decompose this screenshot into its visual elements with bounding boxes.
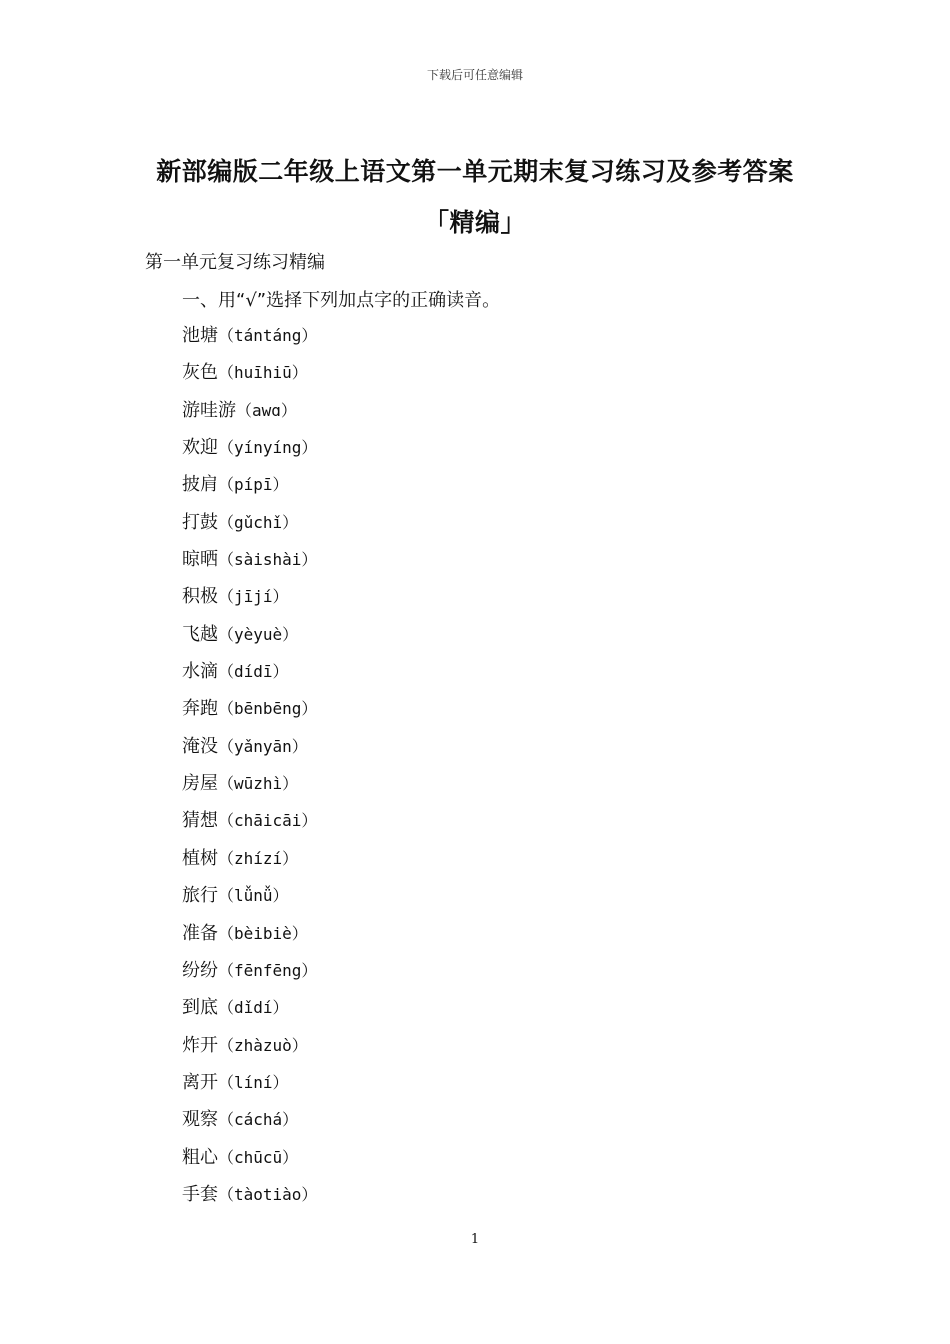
word-term: 猜想: [182, 810, 218, 832]
list-item: [182, 360, 317, 397]
word-term: 观察: [182, 1109, 218, 1131]
list-item: [182, 510, 317, 547]
list-item: [182, 995, 317, 1032]
word-term: 房屋: [182, 773, 218, 795]
exercise-instruction: 一、用“√”选择下列加点字的正确读音。: [182, 290, 501, 311]
list-item: [182, 659, 317, 696]
word-term: 到底: [182, 997, 218, 1019]
list-item: [182, 883, 317, 920]
pinyin-options: （bēnbēng）: [218, 699, 318, 719]
word-term: 纷纷: [182, 959, 218, 981]
pinyin-options: （lǚnǚ）: [218, 886, 289, 906]
document-title-suffix: 「精编」: [423, 208, 526, 237]
word-term: 粗心: [182, 1146, 218, 1168]
pinyin-options: （jījí）: [218, 587, 289, 607]
word-term: 手套: [182, 1183, 218, 1205]
list-item: [182, 435, 317, 472]
list-item: [182, 958, 317, 995]
pinyin-options: （dídī）: [218, 662, 289, 682]
word-term: 旅行: [182, 885, 218, 907]
list-item: [182, 1070, 317, 1107]
list-item: [182, 622, 317, 659]
pinyin-options: （líní）: [218, 1072, 289, 1092]
list-item: [182, 547, 317, 584]
word-term: 晾晒: [182, 549, 218, 571]
pinyin-options: （awɑ）: [236, 400, 297, 420]
pinyin-options: （wūzhì）: [218, 774, 299, 794]
document-title: 新部编版二年级上语文第一单元期末复习练习及参考答案: [156, 157, 794, 186]
word-term: 积极: [182, 586, 218, 608]
pinyin-options: （bèibiè）: [218, 923, 308, 943]
page-number: 1: [470, 1232, 480, 1247]
word-term: 淹没: [182, 735, 218, 757]
pinyin-options: （chūcū）: [218, 1147, 299, 1167]
word-term: 打鼓: [182, 511, 218, 533]
word-term: 池塘: [182, 325, 218, 346]
list-item: [182, 1033, 317, 1070]
pinyin-options: （tántáng）: [218, 326, 318, 345]
list-item: [182, 846, 317, 883]
list-item: [182, 1145, 317, 1182]
pinyin-options: （yínyíng）: [218, 438, 318, 458]
word-term: 奔跑: [182, 698, 218, 720]
word-term: 炸开: [182, 1034, 218, 1056]
pinyin-options: （tàotiào）: [218, 1184, 318, 1204]
word-term: 欢迎: [182, 437, 218, 459]
word-term: 离开: [182, 1071, 218, 1093]
pinyin-options: （huīhiū）: [218, 363, 308, 383]
pinyin-options: （pípī）: [218, 475, 289, 495]
list-item: [182, 771, 317, 808]
word-term: 披肩: [182, 474, 218, 496]
pinyin-options: （yǎnyān）: [218, 736, 308, 756]
pinyin-options: （cáchá）: [218, 1110, 299, 1130]
list-item: [182, 921, 317, 958]
word-list: [182, 323, 317, 1219]
pinyin-options: （gǔchǐ）: [218, 512, 299, 532]
list-item: [182, 808, 317, 845]
pinyin-options: （yèyuè）: [218, 624, 299, 644]
pinyin-options: （chāicāi）: [218, 811, 318, 831]
pinyin-options: （fēnfēng）: [218, 960, 318, 980]
pinyin-options: （zhízí）: [218, 848, 299, 868]
word-term: 灰色: [182, 362, 218, 384]
list-item: [182, 734, 317, 771]
list-item: [182, 1107, 317, 1144]
list-item: [182, 323, 317, 360]
list-item: [182, 398, 317, 435]
pinyin-options: （zhàzuò）: [218, 1035, 308, 1055]
list-item: [182, 472, 317, 509]
word-term: 水滴: [182, 661, 218, 683]
list-item: [182, 696, 317, 733]
list-item: [182, 584, 317, 621]
word-term: 游哇游: [182, 399, 236, 421]
pinyin-options: （sàishài）: [218, 550, 318, 570]
header-note: 下载后可任意编辑: [426, 68, 523, 82]
pinyin-options: （dǐdí）: [218, 998, 289, 1018]
list-item: [182, 1182, 317, 1219]
section-label: 第一单元复习练习精编: [145, 252, 325, 273]
word-term: 飞越: [182, 623, 218, 645]
word-term: 准备: [182, 922, 218, 944]
word-term: 植树: [182, 847, 218, 869]
